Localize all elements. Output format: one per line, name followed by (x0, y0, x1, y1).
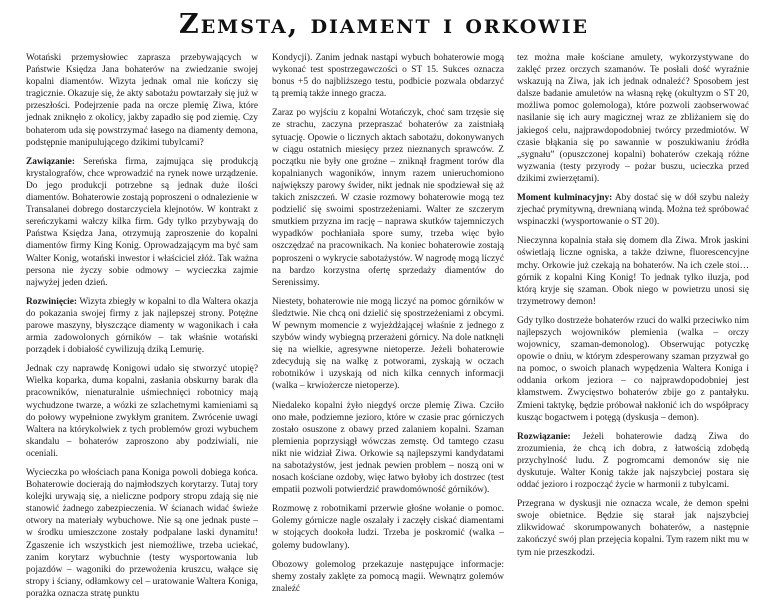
page-title: Zemsta, diament i orkowie (178, 9, 589, 40)
resolution-text: Jeżeli bohaterowie dadzą Ziwa do zrozumienia, że chcą ich dobra, z łatwością zdobędą przychylność ludu. Z pogromcami demonów się nie dyskutuje. Walter Konig także jak najszybciej postara się oddać jezioro i rozpocząć życie w harmonii z tubylcami. (517, 431, 749, 491)
bats-paragraph: Niestety, bohaterowie nie mogą liczyć na pomoc górników w śledztwie. Nie chcą oni dzielić się spostrzeżeniami z obcymi. W pewnym momencie z wyjeżdżającej właśnie z jednego z szybów windy wybiegną przerażeni górnicy. Na dole natknęli się na wielkie, agresywne nietoperze. Jeżeli bohaterowie zdecydują się na walkę z potworami, zyskają w oczach robotników i uzyskają od nich kilka cennych informacji (walka – krwiożercze nietoperze). (272, 296, 504, 392)
utopia-paragraph: Jednak czy naprawdę Konigowi udało się stworzyć utopię? Wielka koparka, duma kopalni, zasłania obskurny barak dla pracowników, nienaturalnie uśmiechnięci robotnicy mają wychudzone twarze, a wózki ze szlachetnymi kamieniami są do połowy wypełnione zwykłym granitem. Zwrócenie uwagi Waltera na którykolwiek z tych problemów grozi wybuchem skandalu – bohaterów zaproszono aby podziwiali, nie oceniali. (26, 364, 258, 459)
setup-heading: Zawiązanie: (26, 156, 75, 167)
intro-paragraph: Wotański przemysłowiec zaprasza przebywających w Państwie Księdza Jana bohaterów na zwiedzanie swojej kopalni diamentów. Wizyta jednak omal nie kończy się tragicznie. Okazuje się, że akty sabotażu powtarzały się już w przeszłości. Podejrzenie pada na orcze plemię Ziwa, które jednak zniknęło z okolicy, jakby zapadło się pod ziemię. Czy bohaterom uda się powstrzymać łasego na diamenty demona, podstępnie manipulującego dzikimi tubylcami? (26, 53, 258, 148)
cave-paragraph: Nieczynna kopalnia stała się domem dla Ziwa. Mrok jaskini oświetlają liczne ogniska, a także dziwne, fluorescencyjne mchy. Orkowie już czekają na bohaterów. Na ich czele stoi… górnik z kopalni King Konig! To jednak tylko iluzja, pod którą kryje się szaman. Obok niego w powietrzu unosi się trzymetrowy demon! (517, 236, 749, 307)
column-right (517, 52, 750, 558)
setup-text: Sereńska firma, zajmująca się produkcją krystalografów, chce wprowadzić na rynek nowe urządzenie. Do jego produkcji potrzebne są jednak duże ilości diamentów. Bohaterowie zostają poproszeni o odnalezienie w Transalanei dobrego dostarczyciela klejnotów. W kontrakt z sereńczykami wałczy kilka firm. Gdy tylko przybywają do Państwa Księdza Jana, otrzymują zaproszenie do kopalni diamentów firmy King Konig. Oprowadzającym ma być sam Walter Konig, wotański inwestor i właściciel złóż. Tak ważna persona nie życzy sobie odmowy – wycieczka zajmie najwyżej jeden dzień. (26, 156, 258, 288)
climax-paragraph (517, 192, 749, 228)
climax-text: Aby dostać się w dół szybu należy zjechać prymitywną, drewnianą windą. Można też spróbować wspinaczki (wysportowanie o ST 20). (517, 193, 750, 228)
apology-paragraph: Zaraz po wyjściu z kopalni Wotańczyk, choć sam trzęsie się ze strachu, zaczyna przepraszać bohaterów za zaistniałą sytuację. Opowie o licznych aktach sabotażu, dokonywanych w ciągu ostatnich miesięcy przez nieznanych sprawców. Z początku nie były one groźne – zniknął fragment torów dla kopalnianych wagoników, innym razem unieruchomiono największy parowy świder, nikt jednak nie spodziewał się aż takich zniszczeń. W czasie rozmowy bohaterowie mogą tez podzielić się swoimi spostrzeżeniami. Walter ze szczerym smutkiem przyzna im rację – naprawa skutków tajemniczych wypadków pochłaniała spore sumy, trzeba więc było oszczędzać na pracownikach. Na koniec bohaterowie zostają poproszeni o wykrycie sabotażystów. W nagrodę mogą liczyć na bardzo korzystna ofertę sprzedaży diamentów do Serenissimy. (272, 108, 504, 288)
ziwa-paragraph: Niedaleko kopalni żyło niegdyś orcze plemię Ziwa. Czciło ono małe, podziemne jeziorо, które w czasie prac górniczych zostało osuszone z obawy przed zalaniem kopalni. Szaman plemienia poprzysiągł wówczas zemstę. Od tamtego czasu nikt nie widział Ziwa. Orkowie są najlepszymi kandydatami na sabotażystów, jest jednak pewien problem – noszą oni w nosach kościane ozdoby, więc łatwo byłoby ich dostrzec (test empatii pozwoli potwierdzić prawdomówność górników). (272, 400, 504, 496)
column-left (26, 52, 258, 599)
development-text: Wizyta zbiegły w kopalni to dla Waltera okazja do pokazania swojej firmy z jak najlepszej strony. Potężne parowe maszyny, błyszczące diamenty w wagonikach i cała armia zadowolonych górników – tak właśnie wotański porządek i dobiałość cywilizują dziką Lemurię. (26, 296, 258, 356)
golems-paragraph: Rozmowę z robotnikami przerwie głośne wołanie o pomoc. Golemy górnicze nagle oszalały i zaczęły ciskać diamentami w stojących dookoła ludzi. Trzeba je poskromić (walka – golemy budowlany). (272, 504, 504, 551)
development-heading: Rozwinięcie: (26, 296, 78, 307)
resolution-heading: Rozwiązanie: (517, 431, 571, 442)
development-paragraph (26, 296, 258, 356)
amulets-paragraph: tez można małe kościane amulety, wykorzystywane do zaklęć przez orczych szamanów. Te posłali dość wyraźnie wskazują na Ziwa, jak ich jednak odnaleźć? Sposobem jest dalsze badanie amuletów na własną rękę (okultyzm o ST 20, możliwa pomoc golemologa), które pozwoli zaobserwować nasilanie się ich aury magicznej wraz ze zbliżaniem się do jakiegoś celu, najprawdopodobniej twórcy przedmiotów. W czasie błąkania się po sawannie w poszukiwaniu źródła „sygnału” (opuszczonej kopalni) bohaterów czekają różne wyzwania (testy przyrody – pożar buszu, ucieczka przed dzikimi zwierzętami). (517, 53, 749, 184)
defeat-paragraph: Przegrana w dyskusji nie oznacza wcale, że demon spełni swoje obietnice. Będzie się starał jak najszybciej zlikwidować skorumpowanych bohaterów, a następnie zakończyć swój plan przejęcia kopalni. Tym razem nikt mu w tym nie przeszkodzi. (517, 499, 749, 558)
climax-heading: Moment kulminacyjny: (517, 193, 613, 204)
mine-tour-paragraph: Wycieczka po włościach pana Koniga powoli dobiega końca. Bohaterowie docierają do najmłodszych korytarzy. Tutaj tory kolejki urywają się, a nieliczne podpory stropu zdają się nie stanowić żadnego zabezpieczenia. W ścianach widać świeże otwory na materiały wybuchowe. Nie są one jednak puste – w środku umieszczone zostały podpalane laski dynamitu! Zgaszenie ich wszystkich jest niemożliwe, trzeba uciekać, zanim korytarz wybuchnie (testy wysportowania lub pojazdów – wagoniki do przewożenia kruszcu, wałące się stropy i ściany, odłamkowy cel – uratowanie Waltera Koniga, porażka oznacza stratę punktu (26, 468, 258, 599)
setup-paragraph (26, 156, 258, 289)
golemologist-paragraph: Obozowy golemolog przekazuje następujące informacje: shemy zostały zaklęte za pomocą magii. Wewnątrz golemów znaleźć (272, 559, 504, 594)
battle-paragraph: Gdy tylko dostrzeże bohaterów rzuci do walki przeciwko nim najlepszych wojowników plemienia (walka – orczy wojownicy, szaman-demonolog). Obserwując potyczkę opowie o dniu, w którym zdesperowany szaman przyzwał go na pomoc, o swoich planach wypędzenia Waltera Koniga i oddania orkom jeziora – co najprawdopodobniej jest kłamstwem. Zwycięstwo bohaterów zbije go z pantałyku. Zmieni taktykę, będzie próbował nakłonić ich do współpracy kusząc bogactwem i potęgą (dyskusja – demon). (517, 315, 749, 423)
perception-paragraph: Kondycji). Zanim jednak nastąpi wybuch bohaterowie mogą wykonać test spostrzegawczości o ST 15. Sukces oznacza bonus +5 do najbliższego testu, podbicie pozwala obdarzyć tą premią także innego gracza. (272, 53, 504, 100)
resolution-paragraph (517, 431, 749, 491)
column-middle (272, 52, 504, 594)
